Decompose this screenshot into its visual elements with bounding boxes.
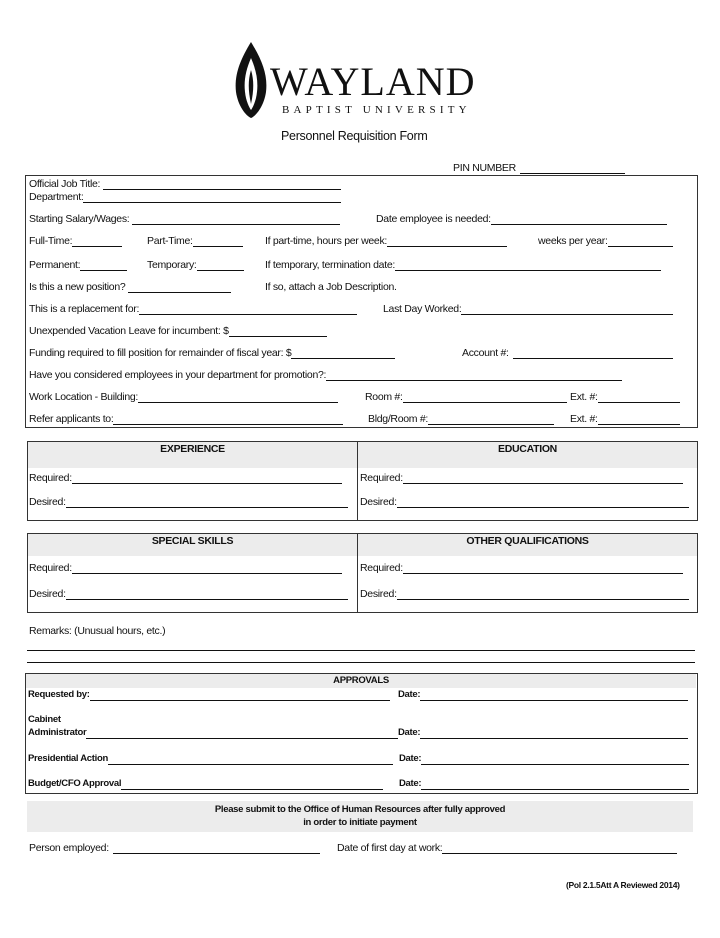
weeks-per-year-field[interactable]: weeks per year: bbox=[538, 235, 673, 247]
pin-label: PIN NUMBER bbox=[453, 162, 516, 174]
job-title-field[interactable]: Official Job Title: bbox=[29, 178, 341, 190]
promotion-field[interactable]: Have you considered employees in your department for promotion?: bbox=[29, 369, 622, 381]
full-time-field[interactable]: Full-Time: bbox=[29, 235, 122, 247]
ext-field[interactable]: Ext. #: bbox=[570, 391, 680, 403]
remarks-label: Remarks: (Unusual hours, etc.) bbox=[29, 625, 166, 637]
pin-number-field[interactable] bbox=[453, 162, 625, 174]
vacation-leave-field[interactable]: Unexpended Vacation Leave for incumbent: $ bbox=[29, 325, 327, 337]
remarks-line-2[interactable] bbox=[27, 662, 695, 663]
refer-applicants-field[interactable]: Refer applicants to: bbox=[29, 413, 343, 425]
cabinet-label: Cabinet bbox=[28, 714, 61, 725]
termination-date-field[interactable]: If temporary, termination date: bbox=[265, 259, 661, 271]
other-qualifications-header: OTHER QUALIFICATIONS bbox=[358, 534, 697, 556]
policy-reference: (Pol 2.1.5Att A Reviewed 2014) bbox=[566, 880, 680, 890]
bldg-room-field[interactable]: Bldg/Room #: bbox=[368, 413, 554, 425]
funding-field[interactable]: Funding required to fill position for remainder of fiscal year: $ bbox=[29, 347, 395, 359]
account-field[interactable]: Account #: bbox=[462, 347, 673, 359]
presidential-action-field[interactable]: Presidential Action bbox=[28, 753, 393, 765]
budget-date-field[interactable]: Date: bbox=[399, 778, 689, 790]
temporary-field[interactable]: Temporary: bbox=[147, 259, 244, 271]
submit-notice-line-1: Please submit to the Office of Human Resources after fully approved bbox=[214, 804, 506, 815]
permanent-field[interactable]: Permanent: bbox=[29, 259, 127, 271]
last-day-worked-field[interactable]: Last Day Worked: bbox=[383, 303, 673, 315]
education-header: EDUCATION bbox=[358, 442, 697, 468]
part-time-field[interactable]: Part-Time: bbox=[147, 235, 243, 247]
administrator-date-field[interactable]: Date: bbox=[398, 727, 688, 739]
logo-subtitle: BAPTIST UNIVERSITY bbox=[282, 104, 471, 116]
submit-notice-line-2: in order to initiate payment bbox=[303, 817, 417, 828]
form-title: Personnel Requisition Form bbox=[281, 129, 428, 143]
approvals-section bbox=[25, 673, 698, 794]
first-day-field[interactable]: Date of first day at work: bbox=[337, 842, 677, 854]
remarks-line-1[interactable] bbox=[27, 650, 695, 651]
skills-required-field[interactable]: Required: bbox=[29, 562, 342, 574]
budget-cfo-field[interactable]: Budget/CFO Approval bbox=[28, 778, 383, 790]
education-desired-field[interactable]: Desired: bbox=[360, 496, 689, 508]
room-field[interactable]: Room #: bbox=[365, 391, 567, 403]
work-building-field[interactable]: Work Location - Building: bbox=[29, 391, 338, 403]
attach-jd-note: If so, attach a Job Description. bbox=[265, 281, 397, 293]
presidential-date-field[interactable]: Date: bbox=[399, 753, 689, 765]
flame-logo-icon bbox=[230, 40, 272, 120]
salary-field[interactable]: Starting Salary/Wages: bbox=[29, 213, 340, 225]
requested-by-field[interactable]: Requested by: bbox=[28, 689, 390, 701]
new-position-field[interactable]: Is this a new position? bbox=[29, 281, 231, 293]
qualifications-required-field[interactable]: Required: bbox=[360, 562, 683, 574]
skills-desired-field[interactable]: Desired: bbox=[29, 588, 348, 600]
person-employed-field[interactable]: Person employed: bbox=[29, 842, 320, 854]
administrator-field[interactable]: Administrator bbox=[28, 727, 398, 739]
requested-date-field[interactable]: Date: bbox=[398, 689, 688, 701]
experience-header: EXPERIENCE bbox=[28, 442, 357, 468]
experience-desired-field[interactable]: Desired: bbox=[29, 496, 348, 508]
logo-wordmark: WAYLAND bbox=[270, 59, 476, 104]
ext-field-2[interactable]: Ext. #: bbox=[570, 413, 680, 425]
date-needed-field[interactable]: Date employee is needed: bbox=[376, 213, 667, 225]
department-field[interactable]: Department: bbox=[29, 191, 341, 203]
replacement-field[interactable]: This is a replacement for: bbox=[29, 303, 357, 315]
experience-required-field[interactable]: Required: bbox=[29, 472, 342, 484]
submit-notice bbox=[27, 801, 693, 832]
special-skills-header: SPECIAL SKILLS bbox=[28, 534, 357, 556]
qualifications-desired-field[interactable]: Desired: bbox=[360, 588, 689, 600]
hours-per-week-field[interactable]: If part-time, hours per week: bbox=[265, 235, 507, 247]
approvals-header: APPROVALS bbox=[26, 674, 696, 688]
education-required-field[interactable]: Required: bbox=[360, 472, 683, 484]
